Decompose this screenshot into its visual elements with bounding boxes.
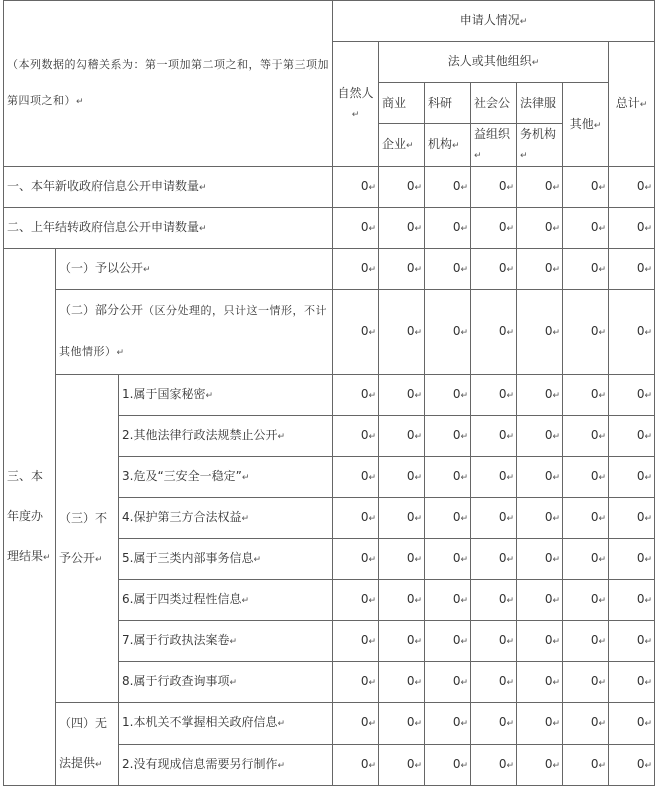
cell-value: 0↵ bbox=[471, 662, 517, 703]
header-public-welfare: 社会公 bbox=[471, 83, 517, 124]
cell-value: 0↵ bbox=[609, 416, 655, 457]
cell-value: 0↵ bbox=[379, 416, 425, 457]
cell-value: 0↵ bbox=[563, 457, 609, 498]
cell-value: 0↵ bbox=[379, 208, 425, 249]
cell-value: 0↵ bbox=[333, 457, 379, 498]
group-unable-label: （四）无法提供↵ bbox=[56, 703, 119, 786]
row-label: 1.属于国家秘密↵ bbox=[119, 375, 333, 416]
cell-value: 0↵ bbox=[517, 539, 563, 580]
cell-value: 0↵ bbox=[517, 498, 563, 539]
cell-value: 0↵ bbox=[609, 290, 655, 375]
cell-value: 0↵ bbox=[379, 375, 425, 416]
cell-value: 0↵ bbox=[379, 249, 425, 290]
cell-value: 0↵ bbox=[609, 580, 655, 621]
table-row bbox=[4, 167, 655, 208]
row-label: （一）予以公开↵ bbox=[56, 249, 333, 290]
cell-value: 0↵ bbox=[333, 208, 379, 249]
cell-value: 0↵ bbox=[425, 249, 471, 290]
row-label: 6.属于四类过程性信息↵ bbox=[119, 580, 333, 621]
header-note-cell: （本列数据的勾稽关系为：第一项加第二项之和，等于第三项加第四项之和）↵ bbox=[4, 1, 333, 167]
row-label: 1.本机关不掌握相关政府信息↵ bbox=[119, 703, 333, 745]
cell-value: 0↵ bbox=[425, 375, 471, 416]
cell-value: 0↵ bbox=[563, 249, 609, 290]
header-law-service: 法律服 bbox=[517, 83, 563, 124]
cell-value: 0↵ bbox=[379, 539, 425, 580]
cell-value: 0↵ bbox=[609, 208, 655, 249]
cell-value: 0↵ bbox=[379, 457, 425, 498]
gov-info-disclosure-table bbox=[3, 0, 655, 786]
cell-value: 0↵ bbox=[563, 167, 609, 208]
row-label: 2.其他法律行政法规禁止公开↵ bbox=[119, 416, 333, 457]
cell-value: 0↵ bbox=[379, 290, 425, 375]
row-label: 8.属于行政查询事项↵ bbox=[119, 662, 333, 703]
cell-value: 0↵ bbox=[563, 703, 609, 745]
cell-value: 0↵ bbox=[333, 662, 379, 703]
cell-value: 0↵ bbox=[563, 744, 609, 786]
table-row bbox=[4, 249, 655, 290]
row-label: （二）部分公开（区分处理的，只计这一情形，不计其他情形）↵ bbox=[56, 290, 333, 375]
cell-value: 0↵ bbox=[517, 208, 563, 249]
cell-value: 0↵ bbox=[379, 621, 425, 662]
cell-value: 0↵ bbox=[563, 375, 609, 416]
cell-value: 0↵ bbox=[517, 580, 563, 621]
header-legal-group: 法人或其他组织↵ bbox=[379, 42, 609, 83]
cell-value: 0↵ bbox=[425, 290, 471, 375]
cell-value: 0↵ bbox=[609, 375, 655, 416]
cell-value: 0↵ bbox=[471, 167, 517, 208]
cell-value: 0↵ bbox=[379, 703, 425, 745]
cell-value: 0↵ bbox=[609, 703, 655, 745]
cell-value: 0↵ bbox=[563, 662, 609, 703]
cell-value: 0↵ bbox=[425, 662, 471, 703]
cell-value: 0↵ bbox=[333, 375, 379, 416]
cell-value: 0↵ bbox=[563, 208, 609, 249]
cell-value: 0↵ bbox=[563, 621, 609, 662]
cell-value: 0↵ bbox=[609, 457, 655, 498]
cell-value: 0↵ bbox=[333, 744, 379, 786]
table-row bbox=[4, 290, 655, 375]
header-commercial-2: 企业↵ bbox=[379, 124, 425, 167]
cell-value: 0↵ bbox=[609, 662, 655, 703]
cell-value: 0↵ bbox=[379, 580, 425, 621]
row-label: 5.属于三类内部事务信息↵ bbox=[119, 539, 333, 580]
cell-value: 0↵ bbox=[563, 416, 609, 457]
cell-value: 0↵ bbox=[563, 498, 609, 539]
cell-value: 0↵ bbox=[517, 457, 563, 498]
cell-value: 0↵ bbox=[425, 167, 471, 208]
cell-value: 0↵ bbox=[517, 249, 563, 290]
cell-value: 0↵ bbox=[425, 621, 471, 662]
row-label: 7.属于行政执法案卷↵ bbox=[119, 621, 333, 662]
cell-value: 0↵ bbox=[517, 744, 563, 786]
cell-value: 0↵ bbox=[471, 744, 517, 786]
cell-value: 0↵ bbox=[425, 208, 471, 249]
cell-value: 0↵ bbox=[563, 290, 609, 375]
cell-value: 0↵ bbox=[379, 167, 425, 208]
cell-value: 0↵ bbox=[333, 703, 379, 745]
cell-value: 0↵ bbox=[471, 249, 517, 290]
cell-value: 0↵ bbox=[471, 498, 517, 539]
row-label: 4.保护第三方合法权益↵ bbox=[119, 498, 333, 539]
header-public-welfare-2: 益组织↵ bbox=[471, 124, 517, 167]
cell-value: 0↵ bbox=[609, 167, 655, 208]
cell-value: 0↵ bbox=[471, 375, 517, 416]
cell-value: 0↵ bbox=[471, 539, 517, 580]
cell-value: 0↵ bbox=[425, 498, 471, 539]
cell-value: 0↵ bbox=[379, 744, 425, 786]
cell-value: 0↵ bbox=[471, 416, 517, 457]
cell-value: 0↵ bbox=[379, 662, 425, 703]
cell-value: 0↵ bbox=[609, 498, 655, 539]
cell-value: 0↵ bbox=[425, 416, 471, 457]
cell-value: 0↵ bbox=[333, 539, 379, 580]
cell-value: 0↵ bbox=[517, 167, 563, 208]
cell-value: 0↵ bbox=[517, 290, 563, 375]
cell-value: 0↵ bbox=[471, 703, 517, 745]
cell-value: 0↵ bbox=[609, 621, 655, 662]
cell-value: 0↵ bbox=[609, 744, 655, 786]
cell-value: 0↵ bbox=[517, 662, 563, 703]
cell-value: 0↵ bbox=[333, 416, 379, 457]
cell-value: 0↵ bbox=[425, 703, 471, 745]
cell-value: 0↵ bbox=[333, 249, 379, 290]
cell-value: 0↵ bbox=[563, 539, 609, 580]
cell-value: 0↵ bbox=[333, 290, 379, 375]
header-commercial: 商业 bbox=[379, 83, 425, 124]
cell-value: 0↵ bbox=[563, 580, 609, 621]
cell-value: 0↵ bbox=[517, 416, 563, 457]
cell-value: 0↵ bbox=[379, 498, 425, 539]
group-not-open-label: （三）不予公开↵ bbox=[56, 375, 119, 703]
header-research-2: 机构↵ bbox=[425, 124, 471, 167]
cell-value: 0↵ bbox=[425, 580, 471, 621]
header-applicant: 申请人情况↵ bbox=[333, 1, 655, 42]
row-label: 一、本年新收政府信息公开申请数量↵ bbox=[4, 167, 333, 208]
cell-value: 0↵ bbox=[517, 621, 563, 662]
cell-value: 0↵ bbox=[609, 539, 655, 580]
cell-value: 0↵ bbox=[425, 539, 471, 580]
header-other: 其他↵ bbox=[563, 83, 609, 167]
cell-value: 0↵ bbox=[517, 703, 563, 745]
cell-value: 0↵ bbox=[425, 457, 471, 498]
group-result-label: 三、本年度办理结果↵ bbox=[4, 249, 56, 786]
cell-value: 0↵ bbox=[471, 290, 517, 375]
header-total: 总计↵ bbox=[609, 42, 655, 167]
table-row bbox=[4, 375, 655, 416]
row-label: 3.危及“三安全一稳定”↵ bbox=[119, 457, 333, 498]
cell-value: 0↵ bbox=[471, 580, 517, 621]
header-research: 科研 bbox=[425, 83, 471, 124]
cell-value: 0↵ bbox=[425, 744, 471, 786]
header-natural-person: 自然人↵ bbox=[333, 42, 379, 167]
header-note: （本列数据的勾稽关系为：第一项加第二项之和，等于第三项加第四项之和） bbox=[7, 58, 329, 107]
row-label: 2.没有现成信息需要另行制作↵ bbox=[119, 744, 333, 786]
cell-value: 0↵ bbox=[471, 457, 517, 498]
cell-value: 0↵ bbox=[609, 249, 655, 290]
cell-value: 0↵ bbox=[333, 580, 379, 621]
table-row bbox=[4, 703, 655, 745]
cell-value: 0↵ bbox=[333, 498, 379, 539]
cell-value: 0↵ bbox=[471, 208, 517, 249]
table-row bbox=[4, 208, 655, 249]
cell-value: 0↵ bbox=[333, 621, 379, 662]
header-law-service-2: 务机构↵ bbox=[517, 124, 563, 167]
cell-value: 0↵ bbox=[517, 375, 563, 416]
cell-value: 0↵ bbox=[333, 167, 379, 208]
cell-value: 0↵ bbox=[471, 621, 517, 662]
row-label: 二、上年结转政府信息公开申请数量↵ bbox=[4, 208, 333, 249]
